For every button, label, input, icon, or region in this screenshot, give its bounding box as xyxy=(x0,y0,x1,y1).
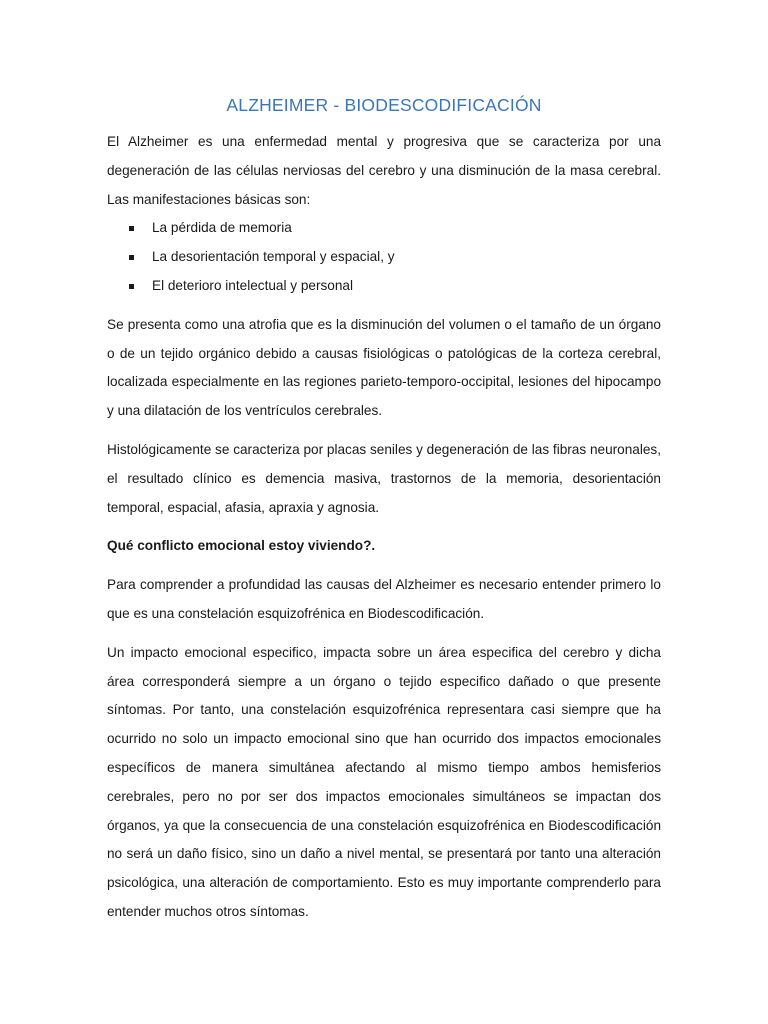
intro-paragraph: El Alzheimer es una enfermedad mental y progresiva que se caracteriza por una degeneración de las células nerviosas del cerebro y una disminución de la masa cerebral. Las manifestaciones básicas son: xyxy=(107,134,661,207)
list-item-text: La desorientación temporal y espacial, y xyxy=(152,249,395,265)
bullet-square-icon xyxy=(129,226,134,231)
list-item-text: El deterioro intelectual y personal xyxy=(152,277,353,293)
document-title: ALZHEIMER - BIODESCODIFICACIÓN xyxy=(226,95,542,115)
list-item xyxy=(107,243,661,272)
list-item xyxy=(107,272,661,301)
histology-paragraph: Histológicamente se caracteriza por placas seniles y degeneración de las fibras neuronales, el resultado clínico es demencia masiva, trastornos de la memoria, desorientación temporal, espacial, afasia, apraxia y agnosia. xyxy=(107,441,661,515)
section-heading: Qué conflicto emocional estoy viviendo?. xyxy=(107,538,376,554)
causes-paragraph: Para comprender a profundidad las causas del Alzheimer es necesario entender primero lo que es una constelación esquizofrénica en Biodescodificación. xyxy=(107,577,661,621)
manifestations-list xyxy=(107,214,661,300)
list-item-text: La pérdida de memoria xyxy=(152,220,292,236)
bullet-square-icon xyxy=(129,255,134,260)
bullet-square-icon xyxy=(129,284,134,289)
impact-paragraph: Un impacto emocional especifico, impacta sobre un área especifica del cerebro y dicha área corresponderá siempre a un órgano o tejido especifico dañado o que presente síntomas. Por tanto, una constelación esquizofrénica representara casi siempre que ha ocurrido no solo un impacto emocional sino que han ocurrido dos impactos emocionales específicos de manera simultánea afectando al mismo tiempo ambos hemisferios cerebrales, pero no por ser dos impactos emocionales simultáneos se impactan dos órganos, ya que la consecuencia de una constelación esquizofrénica en Biodescodificación no será un daño físico, sino un daño a nivel mental, se presentará por tanto una alteración psicológica, una alteración de comportamiento. Esto es muy importante comprenderlo para entender muchos otros síntomas. xyxy=(107,644,661,919)
list-item xyxy=(107,214,661,243)
atrophy-paragraph: Se presenta como una atrofia que es la disminución del volumen o el tamaño de un órgano o de un tejido orgánico debido a causas fisiológicas o patológicas de la corteza cerebral, localizada especialmente en las regiones parieto-temporo-occipital, lesiones del hipocampo y una dilatación de los ventrículos cerebrales. xyxy=(107,316,661,419)
